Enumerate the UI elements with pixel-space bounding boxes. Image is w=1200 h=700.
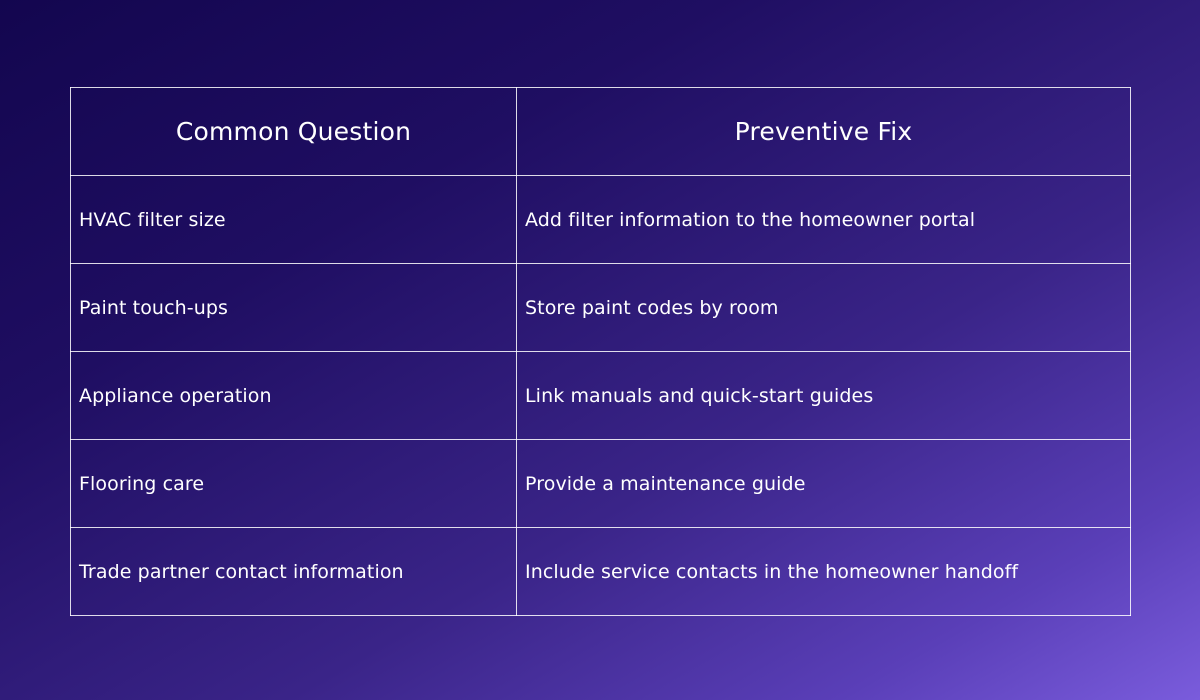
question-cell: Flooring care [71,440,517,528]
table-row [71,528,1131,616]
table-row [71,264,1131,352]
fix-cell: Link manuals and quick-start guides [517,352,1131,440]
fix-cell: Add filter information to the homeowner portal [517,176,1131,264]
question-cell: HVAC filter size [71,176,517,264]
fix-cell: Include service contacts in the homeowner handoff [517,528,1131,616]
table-row [71,440,1131,528]
table-header-row [71,88,1131,176]
faq-table-container [70,87,1130,616]
header-common-question: Common Question [71,88,517,176]
faq-table [70,87,1131,616]
header-preventive-fix: Preventive Fix [517,88,1131,176]
table-row [71,352,1131,440]
fix-cell: Provide a maintenance guide [517,440,1131,528]
question-cell: Appliance operation [71,352,517,440]
table-row [71,176,1131,264]
question-cell: Paint touch-ups [71,264,517,352]
question-cell: Trade partner contact information [71,528,517,616]
fix-cell: Store paint codes by room [517,264,1131,352]
